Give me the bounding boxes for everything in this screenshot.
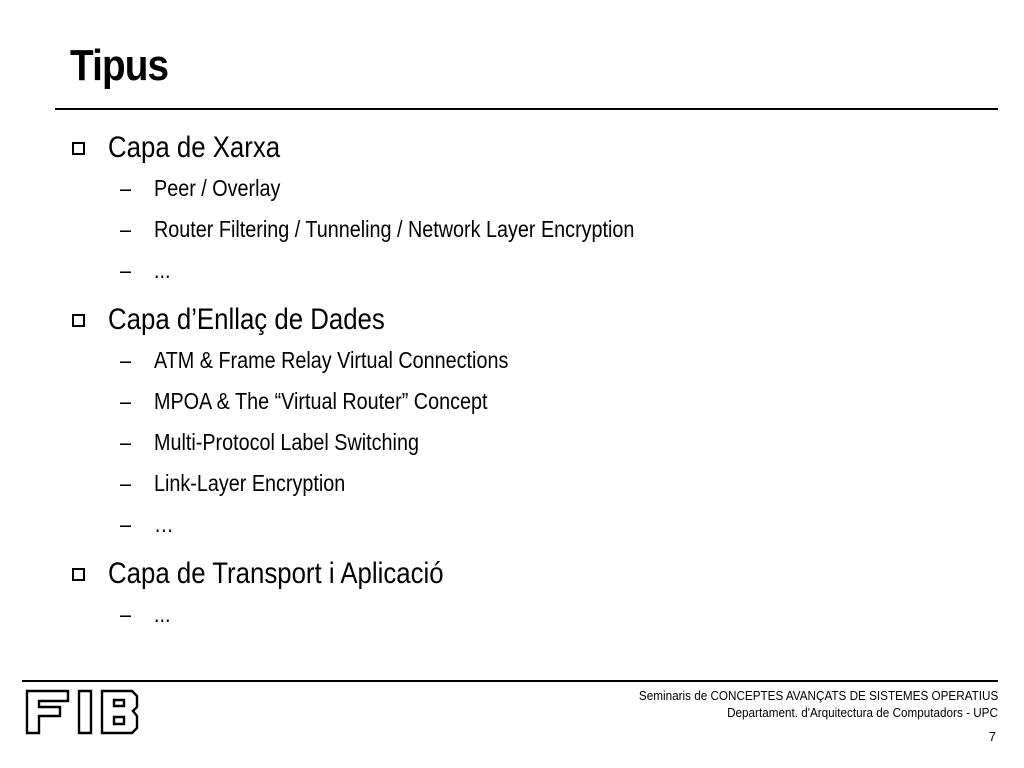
footer-divider <box>22 680 998 682</box>
list-item-text: ATM & Frame Relay Virtual Connections <box>154 347 509 373</box>
square-bullet-icon <box>72 142 85 155</box>
fib-logo-icon <box>24 688 140 736</box>
list-item-text: … <box>154 511 174 537</box>
footer-department: Departament. d'Arquitectura de Computadors - UPC <box>727 705 998 720</box>
dash-bullet: – <box>120 347 132 373</box>
list-item-text: ... <box>154 601 171 627</box>
section-label: Capa de Xarxa <box>108 131 281 164</box>
dash-bullet: – <box>120 388 132 414</box>
section-label: Capa d’Enllaç de Dades <box>108 303 385 336</box>
dash-bullet: – <box>120 511 132 537</box>
page-number: 7 <box>988 729 996 744</box>
list-item-text: Peer / Overlay <box>154 175 281 201</box>
square-bullet-icon <box>72 314 85 327</box>
dash-bullet: – <box>120 216 132 242</box>
list-item-text: Router Filtering / Tunneling / Network Layer Encryption <box>154 216 635 242</box>
footer-seminar-title: Seminaris de CONCEPTES AVANÇATS DE SISTEMES OPERATIUS <box>638 688 998 703</box>
title-divider <box>55 108 998 110</box>
dash-bullet: – <box>120 257 132 283</box>
list-item-text: MPOA & The “Virtual Router” Concept <box>154 388 488 414</box>
square-bullet-icon <box>72 568 85 581</box>
list-item-text: Multi-Protocol Label Switching <box>154 429 419 455</box>
dash-bullet: – <box>120 175 132 201</box>
list-item-text: ... <box>154 257 171 283</box>
dash-bullet: – <box>120 470 132 496</box>
list-item-text: Link-Layer Encryption <box>154 470 346 496</box>
dash-bullet: – <box>120 429 132 455</box>
dash-bullet: – <box>120 601 132 627</box>
slide-title: Tipus <box>70 41 169 90</box>
section-label: Capa de Transport i Aplicació <box>108 557 444 590</box>
